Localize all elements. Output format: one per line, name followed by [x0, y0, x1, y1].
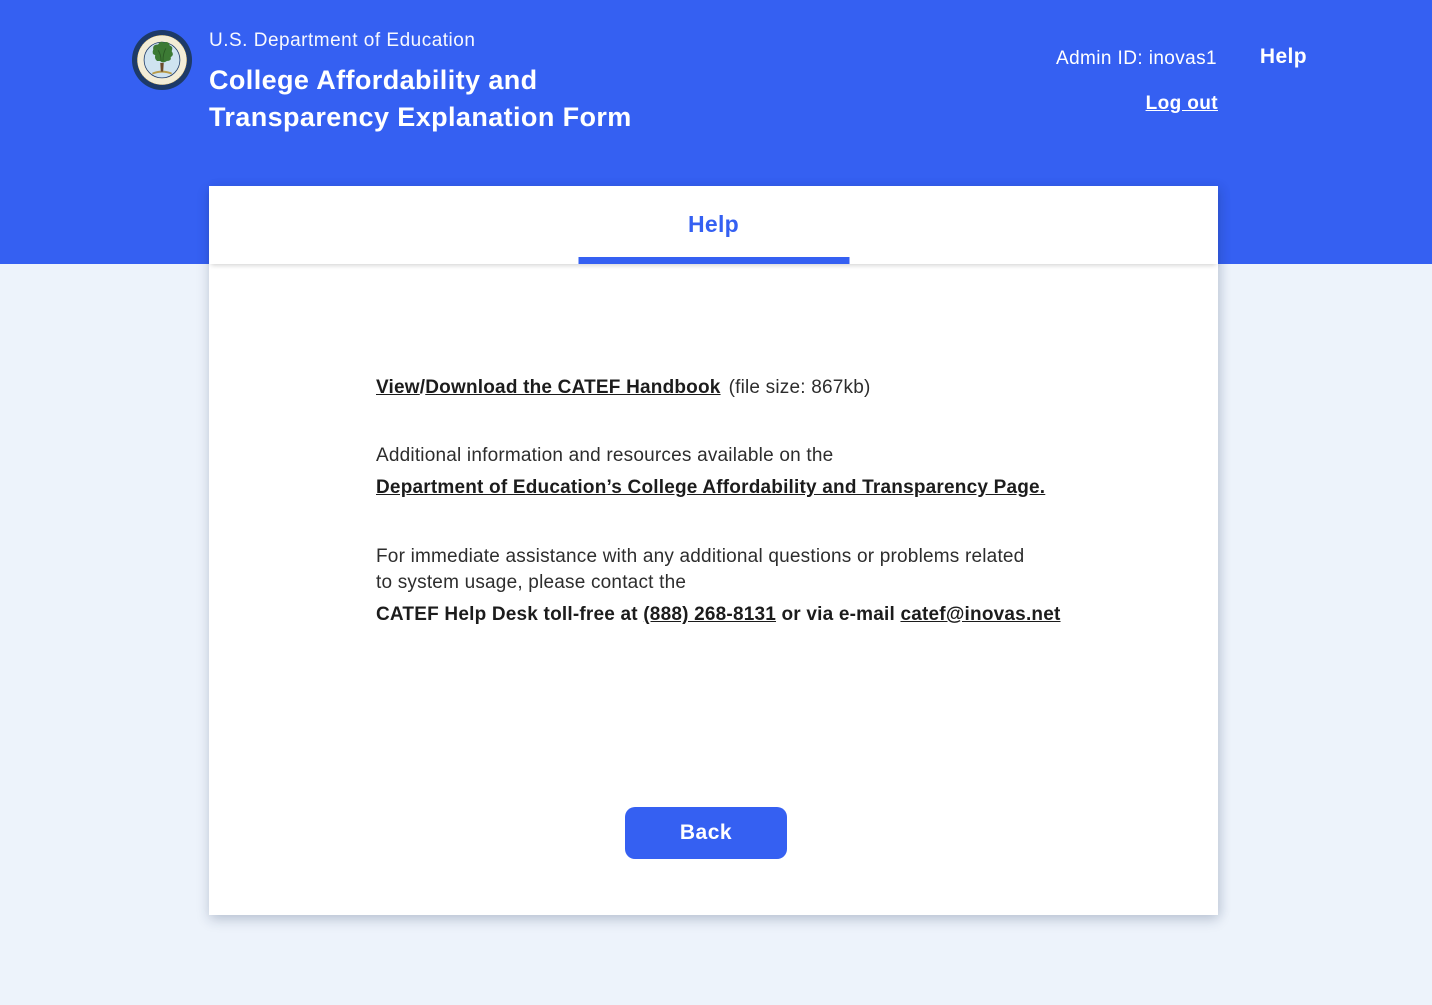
- handbook-file-size: (file size: 867kb): [728, 377, 871, 398]
- additional-info-text: Additional information and resources available on the: [376, 445, 834, 466]
- header-titles: [209, 30, 632, 136]
- logout-link[interactable]: Log out: [1145, 93, 1218, 114]
- back-button[interactable]: Back: [625, 807, 787, 859]
- tab-bar: [209, 186, 1218, 264]
- help-card: [209, 186, 1218, 915]
- agency-name: U.S. Department of Education: [209, 30, 476, 51]
- handbook-line: [376, 377, 871, 399]
- admin-id-label: Admin ID: inovas1: [1056, 48, 1217, 69]
- view-handbook-link[interactable]: View: [376, 377, 420, 398]
- header-help-link[interactable]: Help: [1259, 45, 1307, 68]
- helpdesk-line: [376, 604, 1061, 626]
- page-title: [209, 62, 632, 136]
- helpdesk-prefix: CATEF Help Desk toll-free at: [376, 604, 644, 625]
- helpdesk-email-link[interactable]: catef@inovas.net: [900, 604, 1061, 625]
- assistance-text-line2: to system usage, please contact the: [376, 572, 687, 593]
- handbook-separator: /: [419, 377, 426, 398]
- page-title-line2: Transparency Explanation Form: [209, 102, 632, 132]
- tab-help-label: Help: [687, 211, 740, 237]
- download-handbook-link[interactable]: Download the CATEF Handbook: [425, 377, 721, 398]
- department-of-education-seal-icon: [131, 29, 193, 91]
- tab-active-indicator: [578, 257, 849, 264]
- assistance-text-line1: For immediate assistance with any additional questions or problems related: [376, 546, 1025, 567]
- page-title-line1: College Affordability and: [209, 65, 538, 95]
- helpdesk-phone-link[interactable]: (888) 268-8131: [643, 604, 777, 625]
- dept-transparency-page-link[interactable]: Department of Education’s College Affordability and Transparency Page.: [376, 477, 1046, 498]
- tab-help[interactable]: [578, 186, 849, 264]
- helpdesk-middle: or via e-mail: [776, 604, 901, 625]
